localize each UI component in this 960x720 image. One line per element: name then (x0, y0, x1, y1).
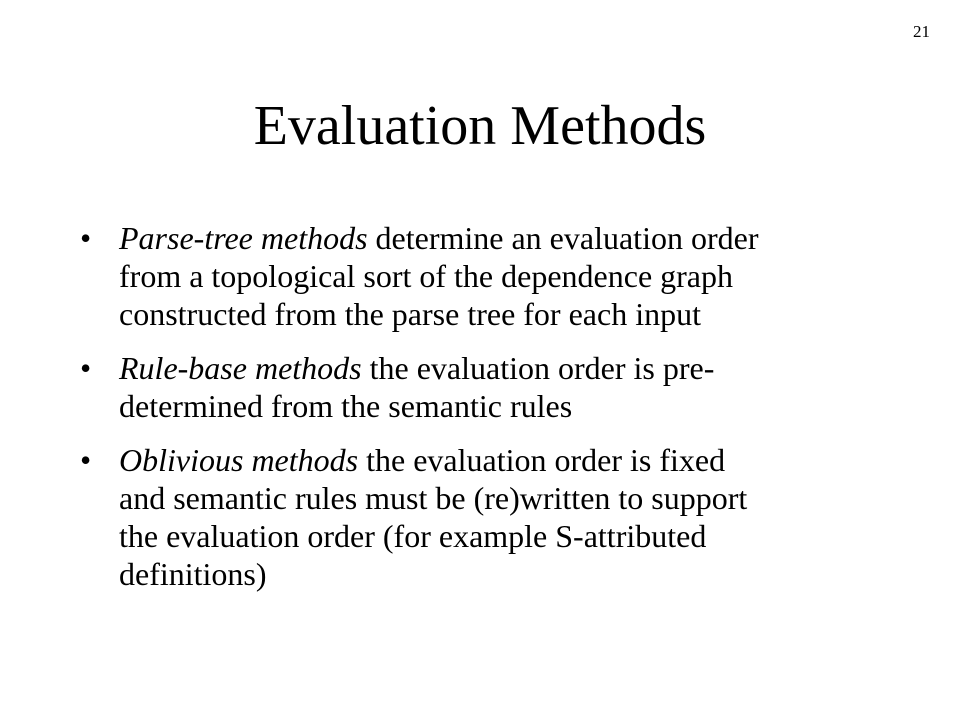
bullet-icon: • (80, 350, 92, 386)
bullet-term: Rule-base methods (119, 350, 362, 386)
bullet-text-line: the evaluation order is pre- (369, 350, 715, 386)
bullet-list (80, 219, 870, 609)
bullet-item-parse-tree (80, 219, 870, 333)
bullet-text-line: determine an evaluation order (375, 220, 759, 256)
bullet-icon: • (80, 442, 92, 478)
bullet-text-line: the evaluation order (for example S-attributed (119, 518, 707, 554)
bullet-text-line: from a topological sort of the dependence graph (119, 258, 733, 294)
bullet-term: Oblivious methods (119, 442, 359, 478)
bullet-term: Parse-tree methods (119, 220, 368, 256)
bullet-text-line: the evaluation order is fixed (366, 442, 726, 478)
bullet-icon: • (80, 220, 92, 256)
bullet-text-line: and semantic rules must be (re)written to support (119, 480, 748, 516)
slide-number: 21 (913, 22, 930, 41)
bullet-item-rule-base (80, 349, 870, 425)
bullet-text-line: definitions) (119, 556, 267, 592)
bullet-item-oblivious (80, 441, 870, 593)
slide-title: Evaluation Methods (253, 95, 707, 157)
bullet-text-line: determined from the semantic rules (119, 388, 573, 424)
bullet-text-line: constructed from the parse tree for each input (119, 296, 701, 332)
